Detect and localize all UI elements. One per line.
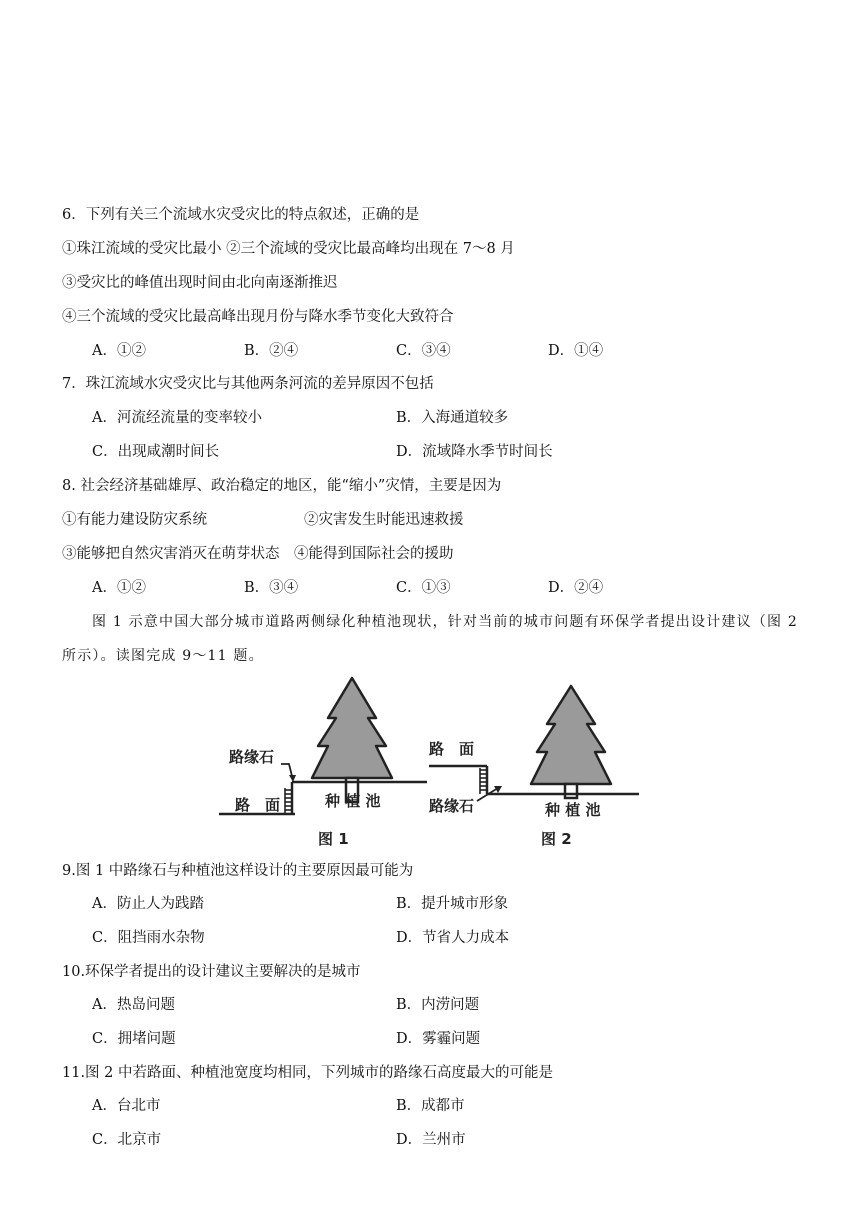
q7-option-c: C．出现咸潮时间长	[92, 444, 220, 460]
q8-option-c: C．①③	[396, 580, 451, 596]
intro-line-1: 图 1 示意中国大部分城市道路两侧绿化种植池现状，针对当前的城市问题有环保学者提出设计建议（图 2	[92, 614, 798, 630]
q9-option-c: C．阻挡雨水杂物	[92, 930, 205, 946]
q8-option-a: A．①②	[92, 580, 146, 596]
q10-option-c: C．拥堵问题	[92, 1031, 176, 1047]
q6-stem: 6．下列有关三个流域水灾受灾比的特点叙述，正确的是	[62, 207, 420, 223]
tree-icon-1	[312, 678, 392, 802]
q7-option-b: B．入海通道较多	[396, 410, 509, 426]
q11-stem: 11.图 2 中若路面、种植池宽度均相同，下列城市的路缘石高度最大的可能是	[62, 1065, 554, 1081]
q10-option-d: D．雾霾问题	[396, 1031, 481, 1047]
q11-option-c: C．北京市	[92, 1132, 162, 1148]
figure-2	[429, 686, 639, 848]
planting-pool-figure	[215, 676, 645, 856]
q9-stem: 9.图 1 中路缘石与种植池这样设计的主要原因最可能为	[62, 863, 414, 879]
q9-option-d: D．节省人力成本	[396, 930, 510, 946]
caption-1: 图 1	[318, 830, 349, 848]
curb-label-2: 路缘石	[429, 797, 475, 815]
figure-intro	[62, 612, 802, 666]
q10-option-a: A．热岛问题	[92, 997, 175, 1013]
road-label-1: 路 面	[235, 796, 281, 814]
q6-option-d: D．①④	[548, 343, 604, 359]
q8-statement-3-4: ③能够把自然灾害消灭在萌芽状态 ④能得到国际社会的援助	[62, 546, 454, 562]
q11-option-d: D．兰州市	[396, 1132, 466, 1148]
q6-option-b: B．②④	[244, 343, 299, 359]
pool-label-2: 种 植 池	[545, 801, 601, 819]
q6-statement-3: ③受灾比的峰值出现时间由北向南逐渐推迟	[62, 275, 338, 291]
figure-1	[219, 678, 427, 848]
q7-option-a: A．河流经流量的变率较小	[92, 410, 262, 426]
road-label-2: 路 面	[429, 740, 475, 758]
q6-statement-4: ④三个流域的受灾比最高峰出现月份与降水季节变化大致符合	[62, 309, 454, 325]
q10-option-b: B．内涝问题	[396, 997, 480, 1013]
intro-line-2: 所示）。读图完成 9～11 题。	[62, 648, 264, 664]
q7-option-d: D．流域降水季节时间长	[396, 444, 553, 460]
q11-option-b: B．成都市	[396, 1098, 465, 1114]
q9-option-a: A．防止人为践踏	[92, 896, 204, 912]
q6-option-c: C．③④	[396, 343, 451, 359]
q7-stem: 7．珠江流域水灾受灾比与其他两条河流的差异原因不包括	[62, 376, 434, 392]
q10-stem: 10.环保学者提出的设计建议主要解决的是城市	[62, 964, 361, 980]
q6-statement-1: ①珠江流域的受灾比最小 ②三个流域的受灾比最高峰均出现在 7～8 月	[62, 241, 515, 257]
tree-icon-2	[531, 686, 611, 798]
q8-stem: 8. 社会经济基础雄厚、政治稳定的地区，能“缩小”灾情，主要是因为	[62, 478, 502, 494]
q6-option-a: A．①②	[92, 343, 146, 359]
q8-option-b: B．③④	[244, 580, 299, 596]
q8-statement-2: ②灾害发生时能迅速救援	[304, 512, 464, 528]
caption-2: 图 2	[541, 830, 572, 848]
q11-option-a: A．台北市	[92, 1098, 161, 1114]
q8-statement-1: ①有能力建设防灾系统	[62, 512, 207, 528]
q8-option-d: D．②④	[548, 580, 604, 596]
curb-label-1: 路缘石	[229, 748, 275, 766]
pool-label-1: 种 植 池	[325, 792, 381, 810]
q9-option-b: B．提升城市形象	[396, 896, 509, 912]
